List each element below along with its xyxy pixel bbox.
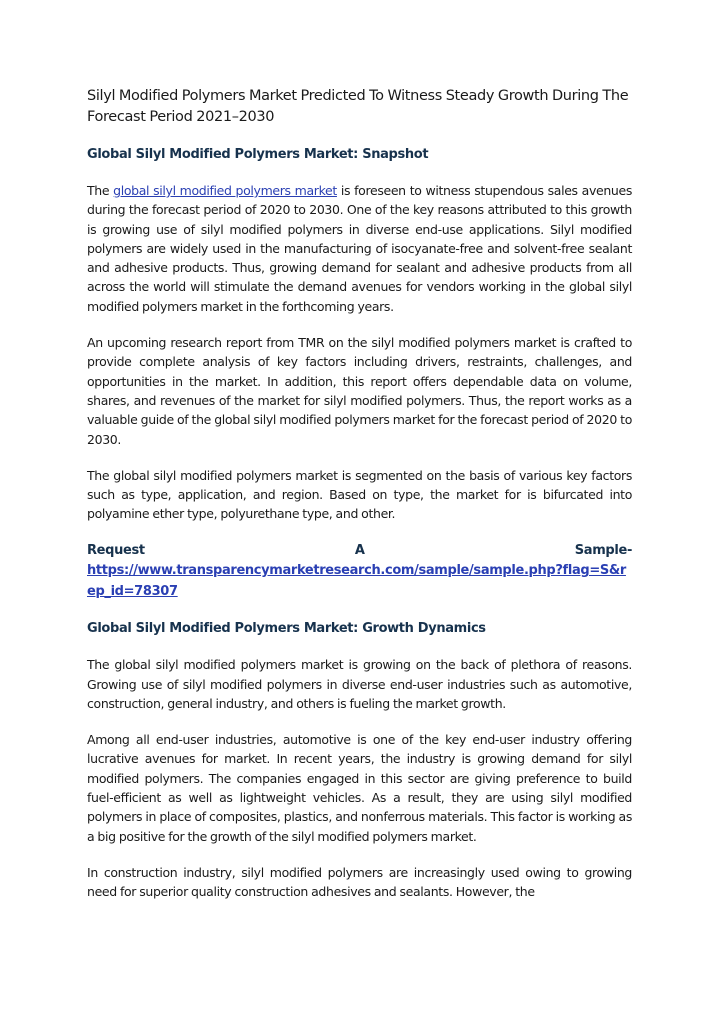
snapshot-paragraph-3: The global silyl modified polymers market is segmented on the basis of various key factors such as type, application, and region. Based on type, the market for is bifurcated into polyamine ether type, polyurethane type, and other. — [87, 467, 632, 522]
snapshot-paragraph-1 — [87, 181, 632, 316]
a-word: A — [354, 542, 365, 558]
market-link[interactable]: global silyl modified polymers market — [113, 183, 337, 198]
request-word: Request — [87, 542, 145, 558]
growth-paragraph-2: Among all end-user industries, automotive is one of the key end-user industry offering lucrative avenues for market. In recent years, the industry is growing demand for silyl modified polymers. The companies engaged in this sector are giving preference to build fuel-efficient as well as lightweight vehicles. As a result, they are using silyl modified polymers in place of composites, plastics, and nonferrous materials. This factor is working as a big positive for the growth of the silyl modified polymers market. — [87, 732, 632, 844]
document-page — [87, 86, 632, 919]
paragraph-prefix: The — [87, 183, 114, 198]
document-title: Silyl Modified Polymers Market Predicted To Witness Steady Growth During The Forecast Period 2021–2030 — [87, 88, 629, 125]
growth-paragraph-1: The global silyl modified polymers market is growing on the back of plethora of reasons. Growing use of silyl modified polymers in diverse end-user industries such as automotive, construction, general industry, and others is fueling the market growth. — [87, 657, 632, 711]
paragraph-suffix: is foreseen to witness stupendous sales avenues during the forecast period of 2020 to 2030. One of the key reasons attributed to this growth is growing use of silyl modified polymers in diverse end-use applications. Silyl modified polymers are widely used in the manufacturing of isocyanate-free and solvent-free sealant and adhesive products. Thus, growing demand for sealant and adhesive products from all across the world will stimulate the demand avenues for vendors working in the global silyl modified polymers market in the forthcoming years. — [87, 183, 632, 314]
growth-paragraph-3: In construction industry, silyl modified polymers are increasingly used owing to growing need for superior quality construction adhesives and sealants. However, the — [87, 864, 632, 900]
sample-word: Sample- — [574, 542, 632, 558]
request-sample-label — [87, 541, 632, 562]
sample-request-link[interactable]: https://www.transparencymarketresearch.com/sample/sample.php?flag=S&rep_id=78307 — [87, 563, 626, 599]
snapshot-heading: Global Silyl Modified Polymers Market: Snapshot — [87, 147, 429, 162]
snapshot-paragraph-2: An upcoming research report from TMR on the silyl modified polymers market is crafted to provide complete analysis of key factors including drivers, restraints, challenges, and opportunities in the market. In addition, this report offers dependable data on volume, shares, and revenues of the market for silyl modified polymers. Thus, the report works as a valuable guide of the global silyl modified polymers market for the forecast period of 2020 to 2030. — [87, 335, 632, 447]
request-sample — [87, 541, 632, 603]
growth-dynamics-heading: Global Silyl Modified Polymers Market: Growth Dynamics — [87, 621, 486, 637]
